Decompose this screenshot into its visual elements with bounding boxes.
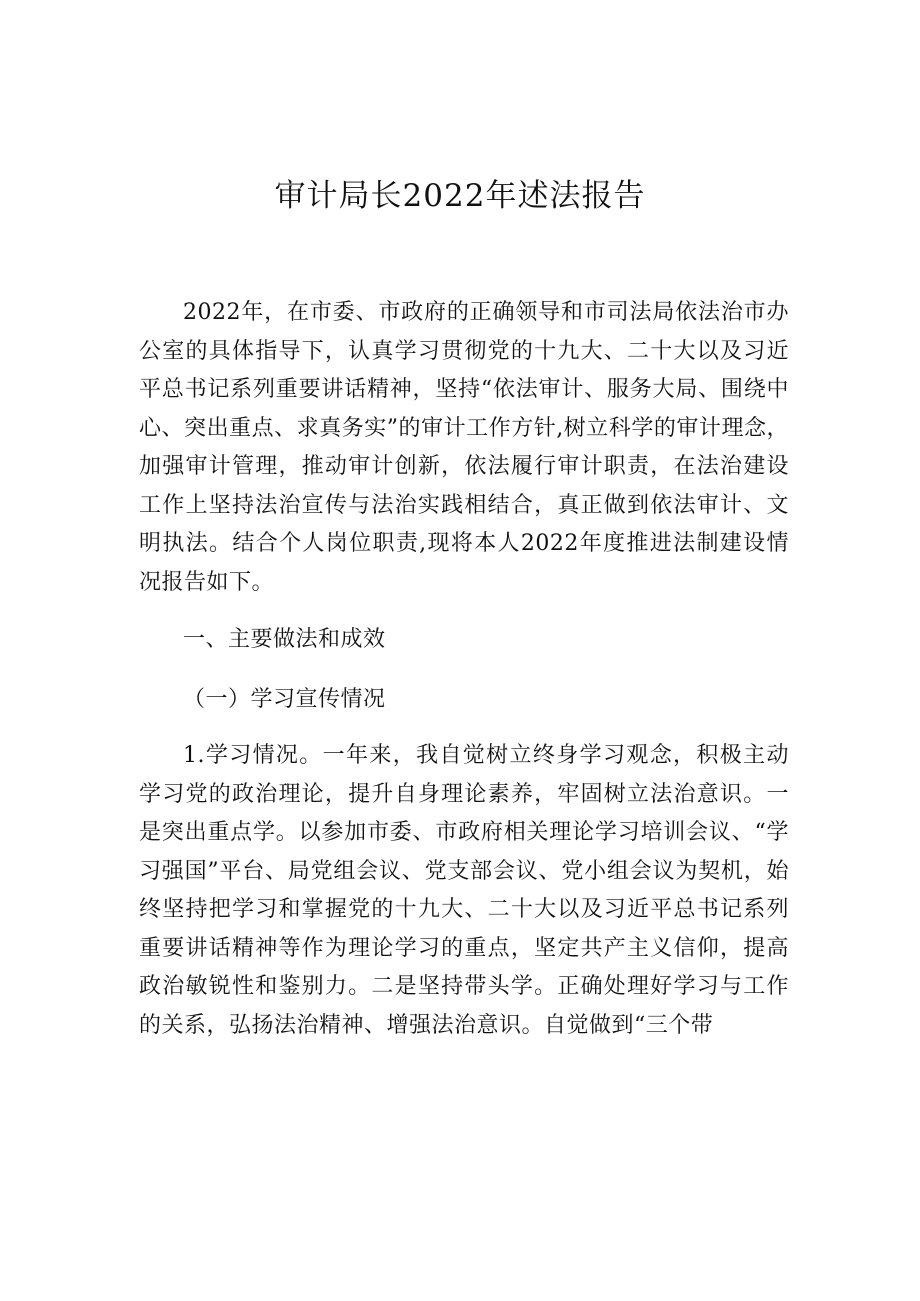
subsection-heading: （一）学习宣传情况 [183,686,386,712]
item-paragraph: 1.学习情况。一年来，我自觉树立终身学习观念，积极主动学习党的政治理论，提升自身理论素养，牢固树立法治意识。一是突出重点学。以参加市委、市政府相关理论学习培训会议、“学习强国”平台、局党组会议、党支部会议、党小组会议为契机，始终坚持把学习和掌握党的十九大、二十大以及习近平总书记系列重要讲话精神等作为理论学习的重点，坚定共产主义信仰，提高政治敏锐性和鉴别力。二是坚持带头学。正确处理好学习与工作的关系，弘扬法治精神、增强法治意识。自觉做到“三个带 [139,743,789,1038]
intro-paragraph: 2022年，在市委、市政府的正确领导和市司法局依法治市办公室的具体指导下，认真学习贯彻党的十九大、二十大以及习近平总书记系列重要讲话精神，坚持“依法审计、服务大局、围绕中心、突出重点、求真务实”的审计工作方针,树立科学的审计理念，加强审计管理，推动审计创新，依法履行审计职责，在法治建设工作上坚持法治宣传与法治实践相结合，真正做到依法审计、文明执法。结合个人岗位职责,现将本人2022年度推进法制建设情况报告如下。 [139,300,789,595]
document-body [139,294,789,1045]
section-heading: 一、主要做法和成效 [183,627,386,652]
document-title: 审计局长2022年述法报告 [274,178,646,214]
